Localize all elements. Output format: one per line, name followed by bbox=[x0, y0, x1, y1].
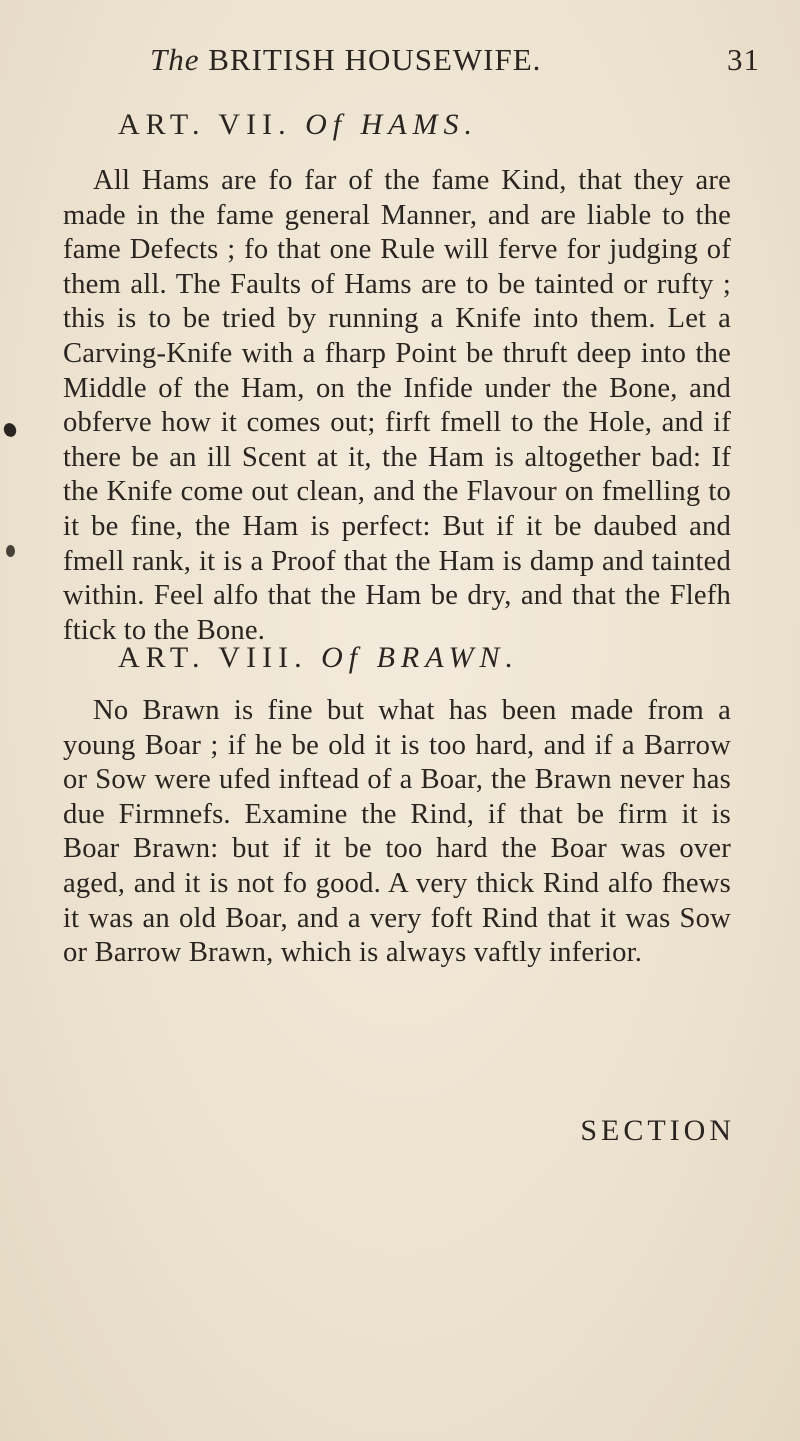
article-heading-hams bbox=[118, 108, 478, 142]
ink-blot bbox=[2, 421, 19, 439]
running-head-title bbox=[150, 42, 541, 78]
running-head bbox=[150, 42, 760, 82]
running-head-main: BRITISH HOUSEWIFE. bbox=[208, 42, 542, 77]
article-label: ART. VII. bbox=[118, 108, 292, 141]
article-text-brawn: No Brawn is fine but what has been made from a young Boar ; if he be old it is too hard, and if a Barrow or Sow were ufed inftead of a Boar, the Brawn never has due Firmnefs. Examine the Rind, if that be firm it is Boar Brawn: but if it be too hard the Boar was over aged, and it is not fo good. A very thick Rind alfo fhews it was an old Boar, and a very foft Rind that it was Sow or Barrow Brawn, which is always vaftly inferior. bbox=[63, 695, 731, 969]
running-head-prefix: The bbox=[150, 42, 200, 77]
article-subject: Of HAMS. bbox=[305, 108, 479, 141]
article-heading-brawn bbox=[118, 641, 519, 675]
catchword: SECTION bbox=[580, 1114, 735, 1147]
article-text-hams: All Hams are fo far of the fame Kind, that they are made in the fame general Manner, and are liable to the fame Defects ; fo that one Rule will ferve for judging of them all. The Faults of Hams are to be tainted or rufty ; this is to be tried by running a Knife into them. Let a Carving-Knife with a fharp Point be thruft deep into the Middle of the Ham, on the Infide under the Bone, and obferve how it comes out; firft fmell to the Hole, and if there be an ill Scent at it, the Ham is altogether bad: If the Knife come out clean, and the Flavour on fmelling to it be fine, the Ham is perfect: But if it be daubed and fmell rank, it is a Proof that the Ham is damp and tainted within. Feel alfo that the Ham be dry, and that the Flefh ftick to the Bone. bbox=[63, 165, 731, 646]
page-number: 31 bbox=[727, 42, 760, 77]
ink-blot bbox=[6, 545, 15, 557]
article-label: ART. VIII. bbox=[118, 641, 308, 674]
article-subject: Of BRAWN. bbox=[321, 641, 519, 674]
